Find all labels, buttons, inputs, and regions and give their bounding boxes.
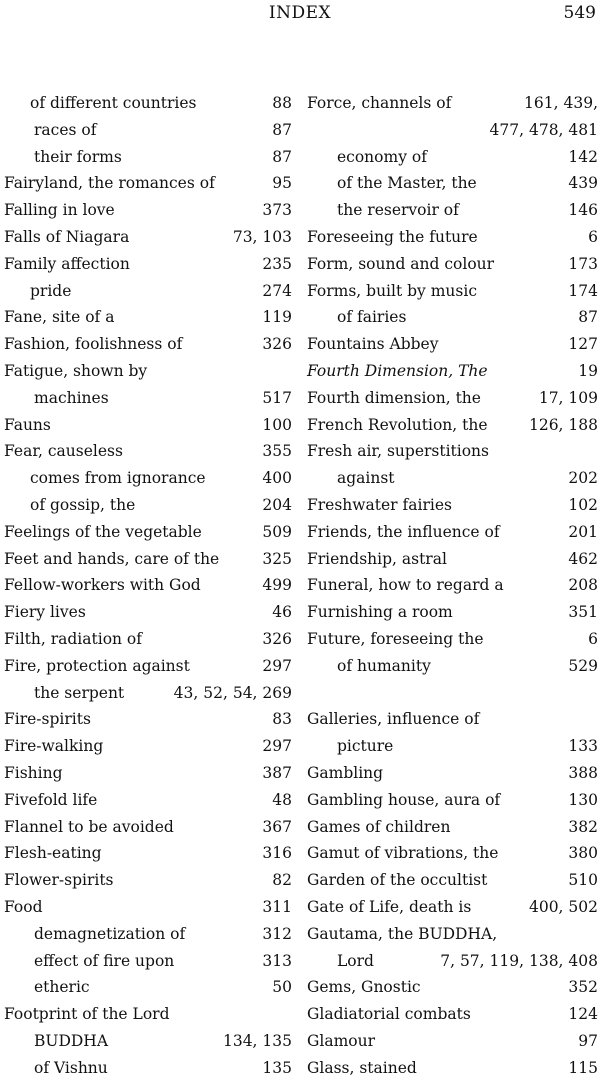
index-term: Glamour — [307, 1031, 376, 1050]
index-entry — [307, 572, 598, 599]
index-entry — [307, 519, 598, 546]
index-entry — [307, 760, 598, 787]
index-page-refs: 95 — [272, 174, 292, 193]
index-entry — [307, 304, 598, 331]
index-entry — [4, 787, 292, 814]
index-page-refs: 201 — [568, 522, 598, 541]
index-term: the reservoir of — [337, 201, 459, 220]
index-entry — [307, 438, 598, 465]
index-entry — [307, 599, 598, 626]
index-term: against — [337, 469, 395, 488]
index-term: Fairyland, the romances of — [4, 174, 215, 193]
index-term: Gems, Gnostic — [307, 978, 421, 997]
index-term: effect of fire upon — [34, 951, 175, 970]
index-term: Fear, causeless — [4, 442, 123, 461]
index-term: Flannel to be avoided — [4, 817, 174, 836]
index-term: of fairies — [337, 308, 407, 327]
index-page-refs: 517 — [262, 388, 292, 407]
index-entry — [4, 1028, 292, 1055]
index-term: Gambling house, aura of — [307, 790, 501, 809]
running-header-title: INDEX — [268, 3, 332, 23]
index-entry — [307, 251, 598, 278]
index-entry — [307, 974, 598, 1001]
index-entry — [4, 1001, 292, 1028]
index-page-refs: 499 — [262, 576, 292, 595]
index-entry — [4, 1055, 292, 1081]
index-entry — [307, 706, 598, 733]
index-page-refs: 387 — [262, 763, 292, 782]
index-page-refs: 311 — [262, 897, 292, 916]
index-entry — [307, 814, 598, 841]
index-page-refs: 388 — [568, 763, 598, 782]
index-term: Gamut of vibrations, the — [307, 844, 499, 863]
index-entry — [307, 144, 598, 171]
index-page-refs: 509 — [262, 522, 292, 541]
index-entry — [307, 840, 598, 867]
index-term: Fire-spirits — [4, 710, 91, 729]
index-page-refs: 382 — [568, 817, 598, 836]
page-number: 549 — [563, 3, 596, 23]
index-entry — [4, 599, 292, 626]
index-page-refs: 87 — [272, 120, 292, 139]
index-page-refs: 297 — [262, 656, 292, 675]
index-term: Freshwater fairies — [307, 495, 452, 514]
index-term: their forms — [34, 147, 122, 166]
index-entry — [4, 170, 292, 197]
index-entry — [4, 465, 292, 492]
index-entry — [4, 438, 292, 465]
index-entry — [4, 144, 292, 171]
index-page-refs: 146 — [568, 201, 598, 220]
index-page-refs: 127 — [568, 335, 598, 354]
index-entry — [4, 224, 292, 251]
index-entry — [4, 197, 292, 224]
index-entry — [307, 385, 598, 412]
index-term: Food — [4, 897, 43, 916]
index-entry — [4, 653, 292, 680]
index-entry — [307, 787, 598, 814]
index-term: Glass, stained — [307, 1058, 417, 1077]
index-entry — [4, 358, 292, 385]
index-entry — [4, 680, 292, 707]
index-term: Gladiatorial combats — [307, 1005, 471, 1024]
index-entry — [4, 733, 292, 760]
index-page-refs: 373 — [262, 201, 292, 220]
index-term: Galleries, influence of — [307, 710, 480, 729]
index-term: Gate of Life, death is — [307, 897, 472, 916]
index-term: Future, foreseeing the — [307, 629, 484, 648]
index-page-refs: 316 — [262, 844, 292, 863]
index-term: economy of — [337, 147, 427, 166]
index-term: picture — [337, 737, 394, 756]
index-term: Flesh-eating — [4, 844, 102, 863]
index-entry — [4, 974, 292, 1001]
index-page-refs: 174 — [568, 281, 598, 300]
index-page-refs: 7, 57, 119, 138, 408 — [440, 951, 598, 970]
index-entry — [4, 385, 292, 412]
index-page-refs: 477, 478, 481 — [489, 120, 598, 139]
index-page-refs: 462 — [568, 549, 598, 568]
index-column-left — [4, 90, 292, 1081]
index-term: Gautama, the BUDDHA, — [307, 924, 498, 943]
index-entry — [307, 948, 598, 975]
index-term: Family affection — [4, 254, 130, 273]
index-entry — [4, 278, 292, 305]
index-page-refs: 351 — [568, 603, 598, 622]
index-page-refs: 208 — [568, 576, 598, 595]
index-term: Gambling — [307, 763, 384, 782]
index-entry — [307, 492, 598, 519]
index-page-refs: 313 — [262, 951, 292, 970]
index-page-refs: 367 — [262, 817, 292, 836]
index-entry — [4, 519, 292, 546]
index-page-refs: 380 — [568, 844, 598, 863]
index-entry — [4, 304, 292, 331]
index-term: Fatigue, shown by — [4, 361, 148, 380]
index-page-refs: 204 — [262, 495, 292, 514]
index-page-refs: 6 — [588, 629, 598, 648]
index-page-refs: 17, 109 — [538, 388, 598, 407]
index-page-refs: 135 — [262, 1058, 292, 1077]
index-term: of humanity — [337, 656, 431, 675]
index-entry — [4, 412, 292, 439]
index-page-refs: 88 — [272, 94, 292, 112]
index-term: Fiery lives — [4, 603, 86, 622]
index-term: Fauns — [4, 415, 51, 434]
index-page-refs: 173 — [568, 254, 598, 273]
index-term: Friendship, astral — [307, 549, 447, 568]
index-page-refs: 142 — [568, 147, 598, 166]
index-term: Funeral, how to regard a — [307, 576, 504, 595]
index-term: Fellow-workers with God — [4, 576, 201, 595]
index-entry — [4, 760, 292, 787]
index-page-refs: 235 — [262, 254, 292, 273]
index-page-refs: 43, 52, 54, 269 — [173, 683, 292, 702]
index-term: Force, channels of — [307, 94, 452, 112]
index-page-refs: 124 — [568, 1005, 598, 1024]
index-term: BUDDHA — [34, 1031, 109, 1050]
index-entry — [307, 465, 598, 492]
index-term: Fivefold life — [4, 790, 98, 809]
index-page-refs: 87 — [578, 308, 598, 327]
index-page-refs: 297 — [262, 737, 292, 756]
index-term: machines — [34, 388, 109, 407]
index-page-refs: 529 — [568, 656, 598, 675]
index-page-refs: 134, 135 — [222, 1031, 292, 1050]
index-page-refs: 161, 439, — [524, 94, 598, 112]
index-term: Fashion, foolishness of — [4, 335, 183, 354]
index-entry — [307, 733, 598, 760]
index-term: demagnetization of — [34, 924, 186, 943]
index-entry — [307, 546, 598, 573]
index-page-refs: 355 — [262, 442, 292, 461]
index-entry — [307, 90, 598, 117]
index-page-refs: 202 — [568, 469, 598, 488]
index-page-refs: 126, 188 — [528, 415, 598, 434]
index-term: Feet and hands, care of the — [4, 549, 220, 568]
index-entry — [307, 867, 598, 894]
index-term: races of — [34, 120, 97, 139]
index-page-refs: 400, 502 — [528, 897, 598, 916]
index-entry — [4, 546, 292, 573]
index-term: Falls of Niagara — [4, 227, 130, 246]
index-page-refs: 19 — [578, 361, 598, 380]
index-entry — [4, 894, 292, 921]
index-term: Fountains Abbey — [307, 335, 439, 354]
index-page-refs: 119 — [262, 308, 292, 327]
index-entry — [4, 921, 292, 948]
index-term: comes from ignorance — [30, 469, 206, 488]
index-page-refs: 83 — [272, 710, 292, 729]
index-term: of different countries — [30, 94, 197, 112]
index-page-refs: 6 — [588, 227, 598, 246]
index-term: Fourth dimension, the — [307, 388, 481, 407]
index-page-refs: 312 — [262, 924, 292, 943]
index-page-refs: 352 — [568, 978, 598, 997]
index-entry — [307, 1001, 598, 1028]
index-term: Falling in love — [4, 201, 115, 220]
index-page-refs: 439 — [568, 174, 598, 193]
index-page-refs: 48 — [272, 790, 292, 809]
index-entry — [307, 197, 598, 224]
index-entry — [307, 680, 598, 707]
index-term: Filth, radiation of — [4, 629, 143, 648]
index-entry — [307, 224, 598, 251]
index-entry — [307, 331, 598, 358]
index-term: Form, sound and colour — [307, 254, 495, 273]
index-page-refs: 102 — [568, 495, 598, 514]
index-term: Forms, built by music — [307, 281, 478, 300]
index-column-right — [307, 90, 598, 1081]
index-term: Fire, protection against — [4, 656, 190, 675]
index-term: Footprint of the Lord — [4, 1005, 170, 1024]
index-page-refs: 100 — [262, 415, 292, 434]
index-entry — [307, 653, 598, 680]
index-entry — [4, 867, 292, 894]
index-term: Flower-spirits — [4, 871, 114, 890]
index-entry — [307, 1055, 598, 1081]
index-page-refs: 326 — [262, 629, 292, 648]
index-entry — [307, 117, 598, 144]
index-entry — [4, 331, 292, 358]
index-page-refs: 46 — [272, 603, 292, 622]
index-entry — [307, 1028, 598, 1055]
index-term: Fane, site of a — [4, 308, 115, 327]
index-term: Feelings of the vegetable — [4, 522, 202, 541]
index-page-refs: 87 — [272, 147, 292, 166]
index-term: Garden of the occultist — [307, 871, 488, 890]
index-term: of Vishnu — [34, 1058, 108, 1077]
index-term: Games of children — [307, 817, 451, 836]
index-term: Fire-walking — [4, 737, 104, 756]
index-entry — [4, 572, 292, 599]
index-term: of the Master, the — [337, 174, 477, 193]
index-entry — [307, 921, 598, 948]
index-page-refs: 97 — [578, 1031, 598, 1050]
index-entry — [4, 948, 292, 975]
index-term: Lord — [337, 951, 374, 970]
index-entry — [4, 626, 292, 653]
index-page-refs: 82 — [272, 871, 292, 890]
index-term: Furnishing a room — [307, 603, 453, 622]
index-page-refs: 50 — [272, 978, 292, 997]
index-page-refs: 510 — [568, 871, 598, 890]
index-entry — [4, 840, 292, 867]
index-term: Friends, the influence of — [307, 522, 500, 541]
index-entry — [307, 358, 598, 385]
index-entry — [4, 492, 292, 519]
index-term: pride — [30, 281, 72, 300]
index-term: etheric — [34, 978, 90, 997]
index-term: Fishing — [4, 763, 63, 782]
index-entry — [307, 278, 598, 305]
index-entry — [4, 814, 292, 841]
index-page-refs: 133 — [568, 737, 598, 756]
index-page-refs: 115 — [568, 1058, 598, 1077]
index-page-refs: 130 — [568, 790, 598, 809]
index-term: the serpent — [34, 683, 125, 702]
index-entry — [307, 894, 598, 921]
index-entry — [307, 626, 598, 653]
index-term: Fourth Dimension, The — [307, 361, 488, 380]
index-page-refs: 73, 103 — [232, 227, 292, 246]
index-entry — [307, 170, 598, 197]
index-term: of gossip, the — [30, 495, 136, 514]
index-page-refs: 274 — [262, 281, 292, 300]
index-entry — [4, 117, 292, 144]
index-term: French Revolution, the — [307, 415, 488, 434]
index-entry — [307, 412, 598, 439]
index-page-refs: 326 — [262, 335, 292, 354]
index-page-refs: 400 — [262, 469, 292, 488]
index-page-refs: 325 — [262, 549, 292, 568]
index-term: Foreseeing the future — [307, 227, 478, 246]
index-term: Fresh air, superstitions — [307, 442, 489, 461]
index-entry — [4, 251, 292, 278]
index-entry — [4, 706, 292, 733]
index-entry — [4, 90, 292, 117]
